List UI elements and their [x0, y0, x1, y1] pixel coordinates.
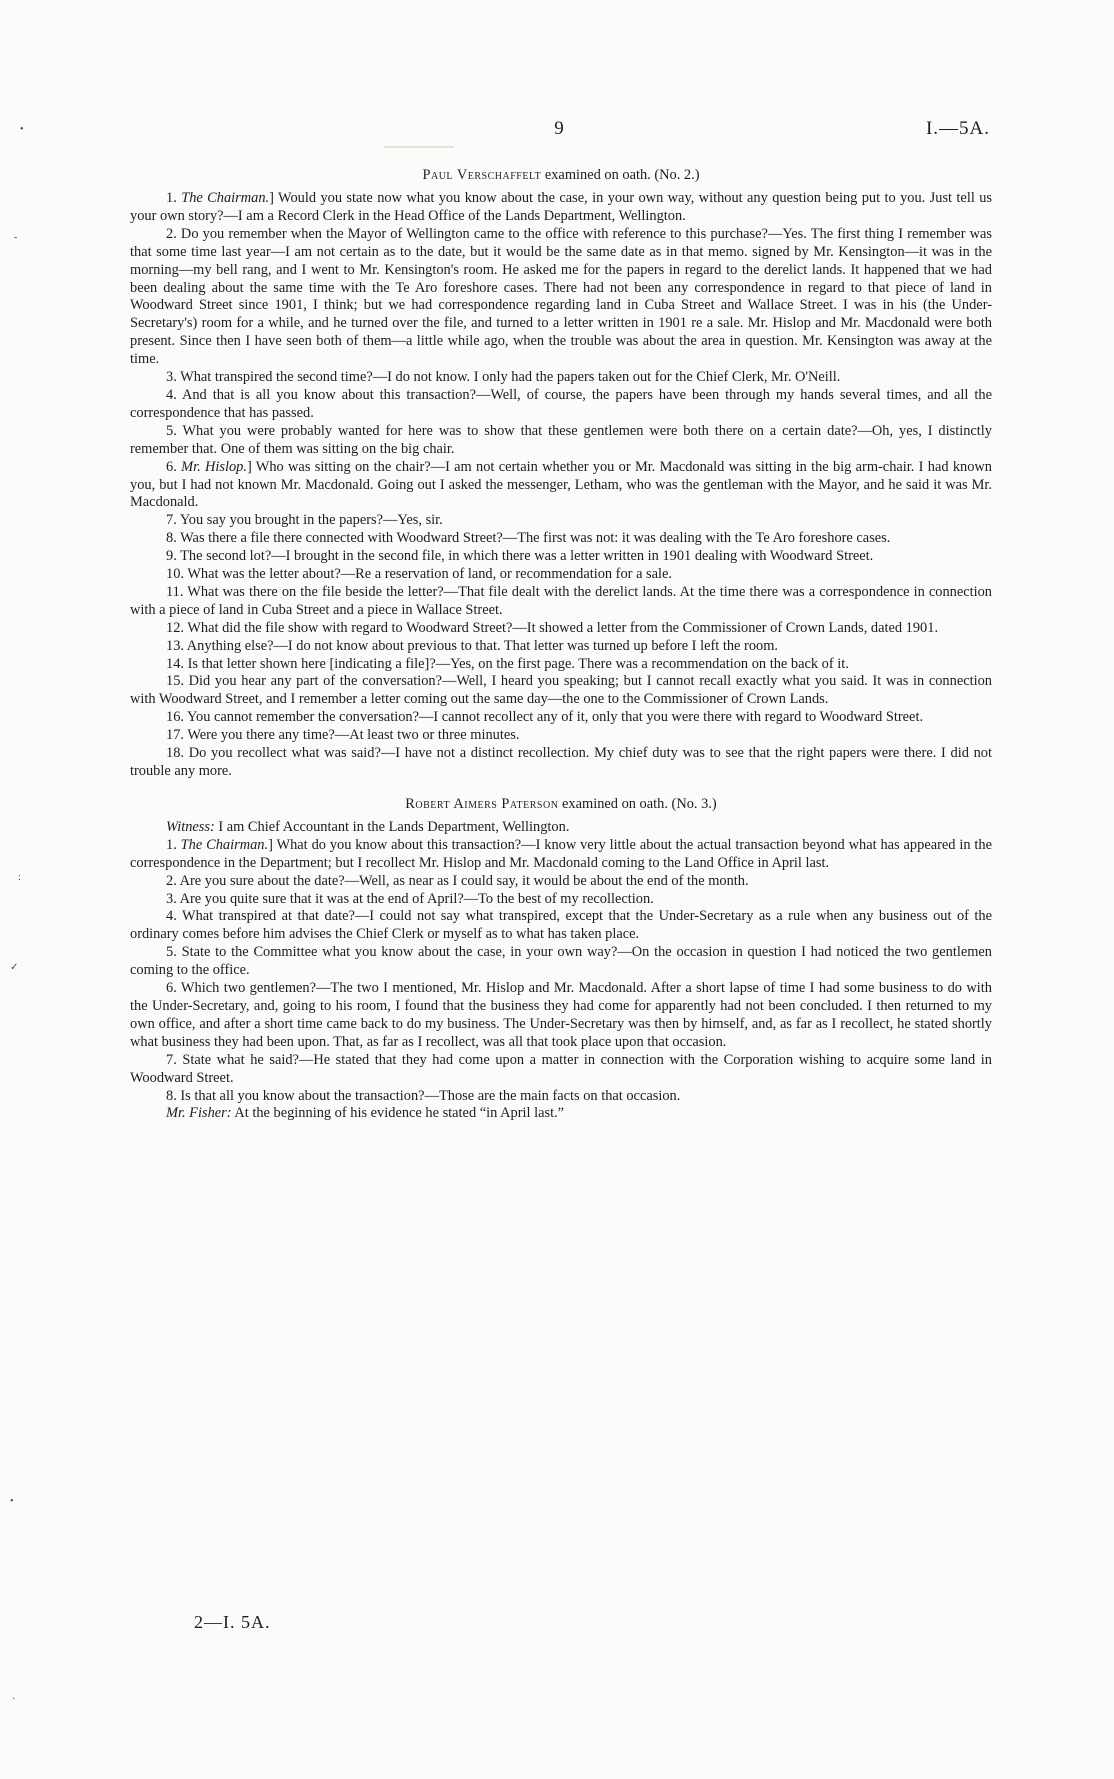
paragraph-text: 2. Do you remember when the Mayor of Wellington came to the office with reference to this purchase?—Yes. The first thing I remember was that some time last year—I am not certain as to the date, but it would be the same date as in that memo. signed by Mr. Kensington—it was in the morning—my bell rang, and I went to Mr. Kensington's room. He asked me for the papers in regard to the derelict lands. It happened that we had been dealing about the same time with the Te Aro foreshore cases. There had not been any correspondence in regard to that piece of land in Woodward Street since 1901, I think; but we had correspondence regarding land in Cuba Street and Wallace Street. I was in his (the Under-Secretary's) room for a while, and he turned over the file, and turned to a letter written in 1901 re a sale. Mr. Hislop and Mr. Macdonald were both present. Since then I have seen both of them—a little while ago, when the trouble was about the area in question. Mr. Kensington was away at the time.: [130, 225, 992, 368]
evidence-paragraph: [130, 548, 992, 566]
paragraph-text: 12. What did the file show with regard to Woodward Street?—It showed a letter from the Commissioner of Crown Lands, dated 1901.: [166, 619, 939, 636]
margin-mark: ✓: [10, 962, 19, 973]
evidence-paragraph: [130, 566, 992, 584]
evidence-paragraph: [130, 908, 992, 944]
evidence-paragraph: [130, 190, 992, 226]
evidence-paragraph: [130, 638, 992, 656]
witness-2-evidence: [130, 819, 992, 1123]
witness-1-evidence: [130, 190, 992, 781]
paragraph-text: 14. Is that letter shown here [indicating a file]?—Yes, on the first page. There was a recommendation on the back of it.: [166, 655, 849, 672]
paragraph-text: 3. What transpired the second time?—I do not know. I only had the papers taken out for the Chief Clerk, Mr. O'Neill.: [166, 369, 841, 386]
paragraph-text: 5. State to the Committee what you know about the case, in your own way?—On the occasion in question I had noticed the two gentlemen coming to the office.: [130, 944, 992, 979]
paragraph-text: 7. You say you brought in the papers?—Yes, sir.: [166, 512, 443, 529]
paragraph-text: 2. Are you sure about the date?—Well, as near as I could say, it would be about the end of the month.: [166, 872, 749, 889]
evidence-paragraph: [130, 673, 992, 709]
evidence-paragraph: [130, 873, 992, 891]
evidence-paragraph: [130, 387, 992, 423]
paragraph-text: ] What do you know about this transaction?—I know very little about the actual transaction beyond what has appeared in the correspondence in the Department; but I recollect Mr. Hislop and Mr. Macdonald coming to the Land Office in April last.: [130, 836, 992, 871]
paragraph-text: 16. You cannot remember the conversation?—I cannot recollect any of it, only that you were there with regard to Woodward Street.: [166, 709, 924, 726]
paragraph-text: 18. Do you recollect what was said?—I have not a distinct recollection. My chief duty was to see that the right papers were there. I did not trouble any more.: [130, 745, 992, 779]
evidence-paragraph: [130, 512, 992, 530]
witness-heading-1: Paul Verschaffelt examined on oath. (No. 2.): [422, 167, 700, 183]
speaker-name: Mr. Fisher:: [166, 1105, 232, 1122]
evidence-paragraph: [130, 727, 992, 745]
speaker-name: Witness:: [166, 818, 215, 835]
evidence-paragraph: [130, 656, 992, 674]
paragraph-text: 5. What you were probably wanted for here was to show that these gentlemen were both there on a certain date?—Oh, yes, I distinctly remember that. One of them was sitting on the big chair.: [130, 422, 992, 457]
printer-signature: 2—I. 5A.: [194, 1612, 271, 1632]
evidence-paragraph: [130, 530, 992, 548]
paragraph-text: 17. Were you there any time?—At least two or three minutes.: [166, 727, 520, 744]
evidence-paragraph: [130, 1052, 992, 1088]
evidence-paragraph: [130, 944, 992, 980]
evidence-paragraph: [130, 891, 992, 909]
witness-heading-2: Robert Aimers Paterson examined on oath. (No. 3.): [405, 795, 717, 812]
evidence-paragraph: [130, 620, 992, 638]
evidence-paragraph: [130, 584, 992, 620]
paragraph-text: 8. Was there a file there connected with Woodward Street?—The first was not: it was dealing with the Te Aro foreshore cases.: [166, 530, 891, 547]
paragraph-text: 13. Anything else?—I do not know about previous to that. That letter was turned up before I left the room.: [166, 637, 778, 654]
paper-reference: I.—5A.: [925, 118, 990, 139]
evidence-paragraph: [130, 837, 992, 873]
paragraph-text: I am Chief Accountant in the Lands Department, Wellington.: [214, 818, 570, 835]
paragraph-text: 6. Which two gentlemen?—The two I mentioned, Mr. Hislop and Mr. Macdonald. After a short lapse of time I had some business to do with the Under-Secretary, and, going to his room, I found that the business they had come for apparently had not been concluded. I then returned to my own office, and after a short time came back to do my business. The Under-Secretary was then by himself, and, as far as I recollect, he stated shortly what business they had been upon. That, as far as I recollect, was all that took place upon that occasion.: [130, 980, 992, 1050]
paragraph-text: 11. What was there on the file beside the letter?—That file dealt with the derelict lands. At the time there was a correspondence in connection with a piece of land in Cuba Street and a piece in Wallace Street.: [130, 583, 992, 618]
margin-mark: •: [10, 1496, 14, 1507]
paragraph-text: ] Who was sitting on the chair?—I am not certain whether you or Mr. Macdonald was sitting in the big arm-chair. I had known you, but I had not known Mr. Macdonald. Going out I asked the messenger, Letham, who was the gentleman with the Mayor, and he said it was Mr. Macdonald.: [130, 458, 992, 511]
evidence-paragraph: [130, 1105, 992, 1123]
speaker-name: Mr. Hislop.: [181, 458, 247, 475]
evidence-paragraph: [130, 745, 992, 781]
paragraph-text: 4. And that is all you know about this transaction?—Well, of course, the papers have been through my hands several times, and all the correspondence that has passed.: [130, 386, 992, 421]
evidence-paragraph: [130, 226, 992, 369]
margin-mark: ·: [12, 1694, 16, 1705]
page-header: [128, 118, 990, 142]
ink-smudge: [384, 146, 454, 148]
paragraph-text: At the beginning of his evidence he stated “in April last.”: [231, 1105, 565, 1122]
speaker-name: The Chairman.: [181, 190, 270, 206]
evidence-paragraph: [130, 369, 992, 387]
paragraph-text: 8. Is that all you know about the transaction?—Those are the main facts on that occasion.: [166, 1087, 681, 1104]
paragraph-text: 1.: [166, 190, 182, 206]
evidence-paragraph: [130, 1088, 992, 1106]
evidence-paragraph: [130, 459, 992, 513]
paragraph-text: 9. The second lot?—I brought in the second file, in which there was a letter written in 1901 dealing with Woodward Street.: [166, 548, 874, 565]
margin-mark: :: [18, 872, 21, 883]
margin-mark: -: [14, 232, 18, 243]
evidence-paragraph: [130, 709, 992, 727]
paragraph-text: 4. What transpired at that date?—I could not say what transpired, except that the Under-Secretary as a rule when any business out of the ordinary comes before him advises the Chief Clerk or myself as to what has taken place.: [130, 908, 992, 943]
paragraph-text: ] Would you state now what you know about the case, in your own way, without any question being put to you. Just tell us your own story?—I am a Record Clerk in the Head Office of the Lands Department, Wellington.: [130, 190, 993, 224]
margin-mark: •: [20, 124, 24, 135]
evidence-text: [130, 166, 992, 1123]
paragraph-text: 3. Are you quite sure that it was at the end of April?—To the best of my recollection.: [166, 890, 654, 907]
speaker-name: The Chairman.: [180, 836, 269, 853]
evidence-paragraph: [130, 819, 992, 837]
paragraph-text: 1.: [166, 836, 181, 853]
evidence-paragraph: [130, 980, 992, 1052]
evidence-paragraph: [130, 423, 992, 459]
paragraph-text: 6.: [166, 458, 182, 475]
page-number: 9: [554, 118, 564, 139]
paragraph-text: 10. What was the letter about?—Re a reservation of land, or recommendation for a sale.: [166, 566, 673, 583]
paragraph-text: 15. Did you hear any part of the conversation?—Well, I heard you speaking; but I cannot recall exactly what you said. It was in connection with Woodward Street, and I remember a letter coming out the same day—the one to the Commissioner of Crown Lands.: [130, 673, 992, 708]
paragraph-text: 7. State what he said?—He stated that they had come upon a matter in connection with the Corporation wishing to acquire some land in Woodward Street.: [130, 1051, 992, 1086]
